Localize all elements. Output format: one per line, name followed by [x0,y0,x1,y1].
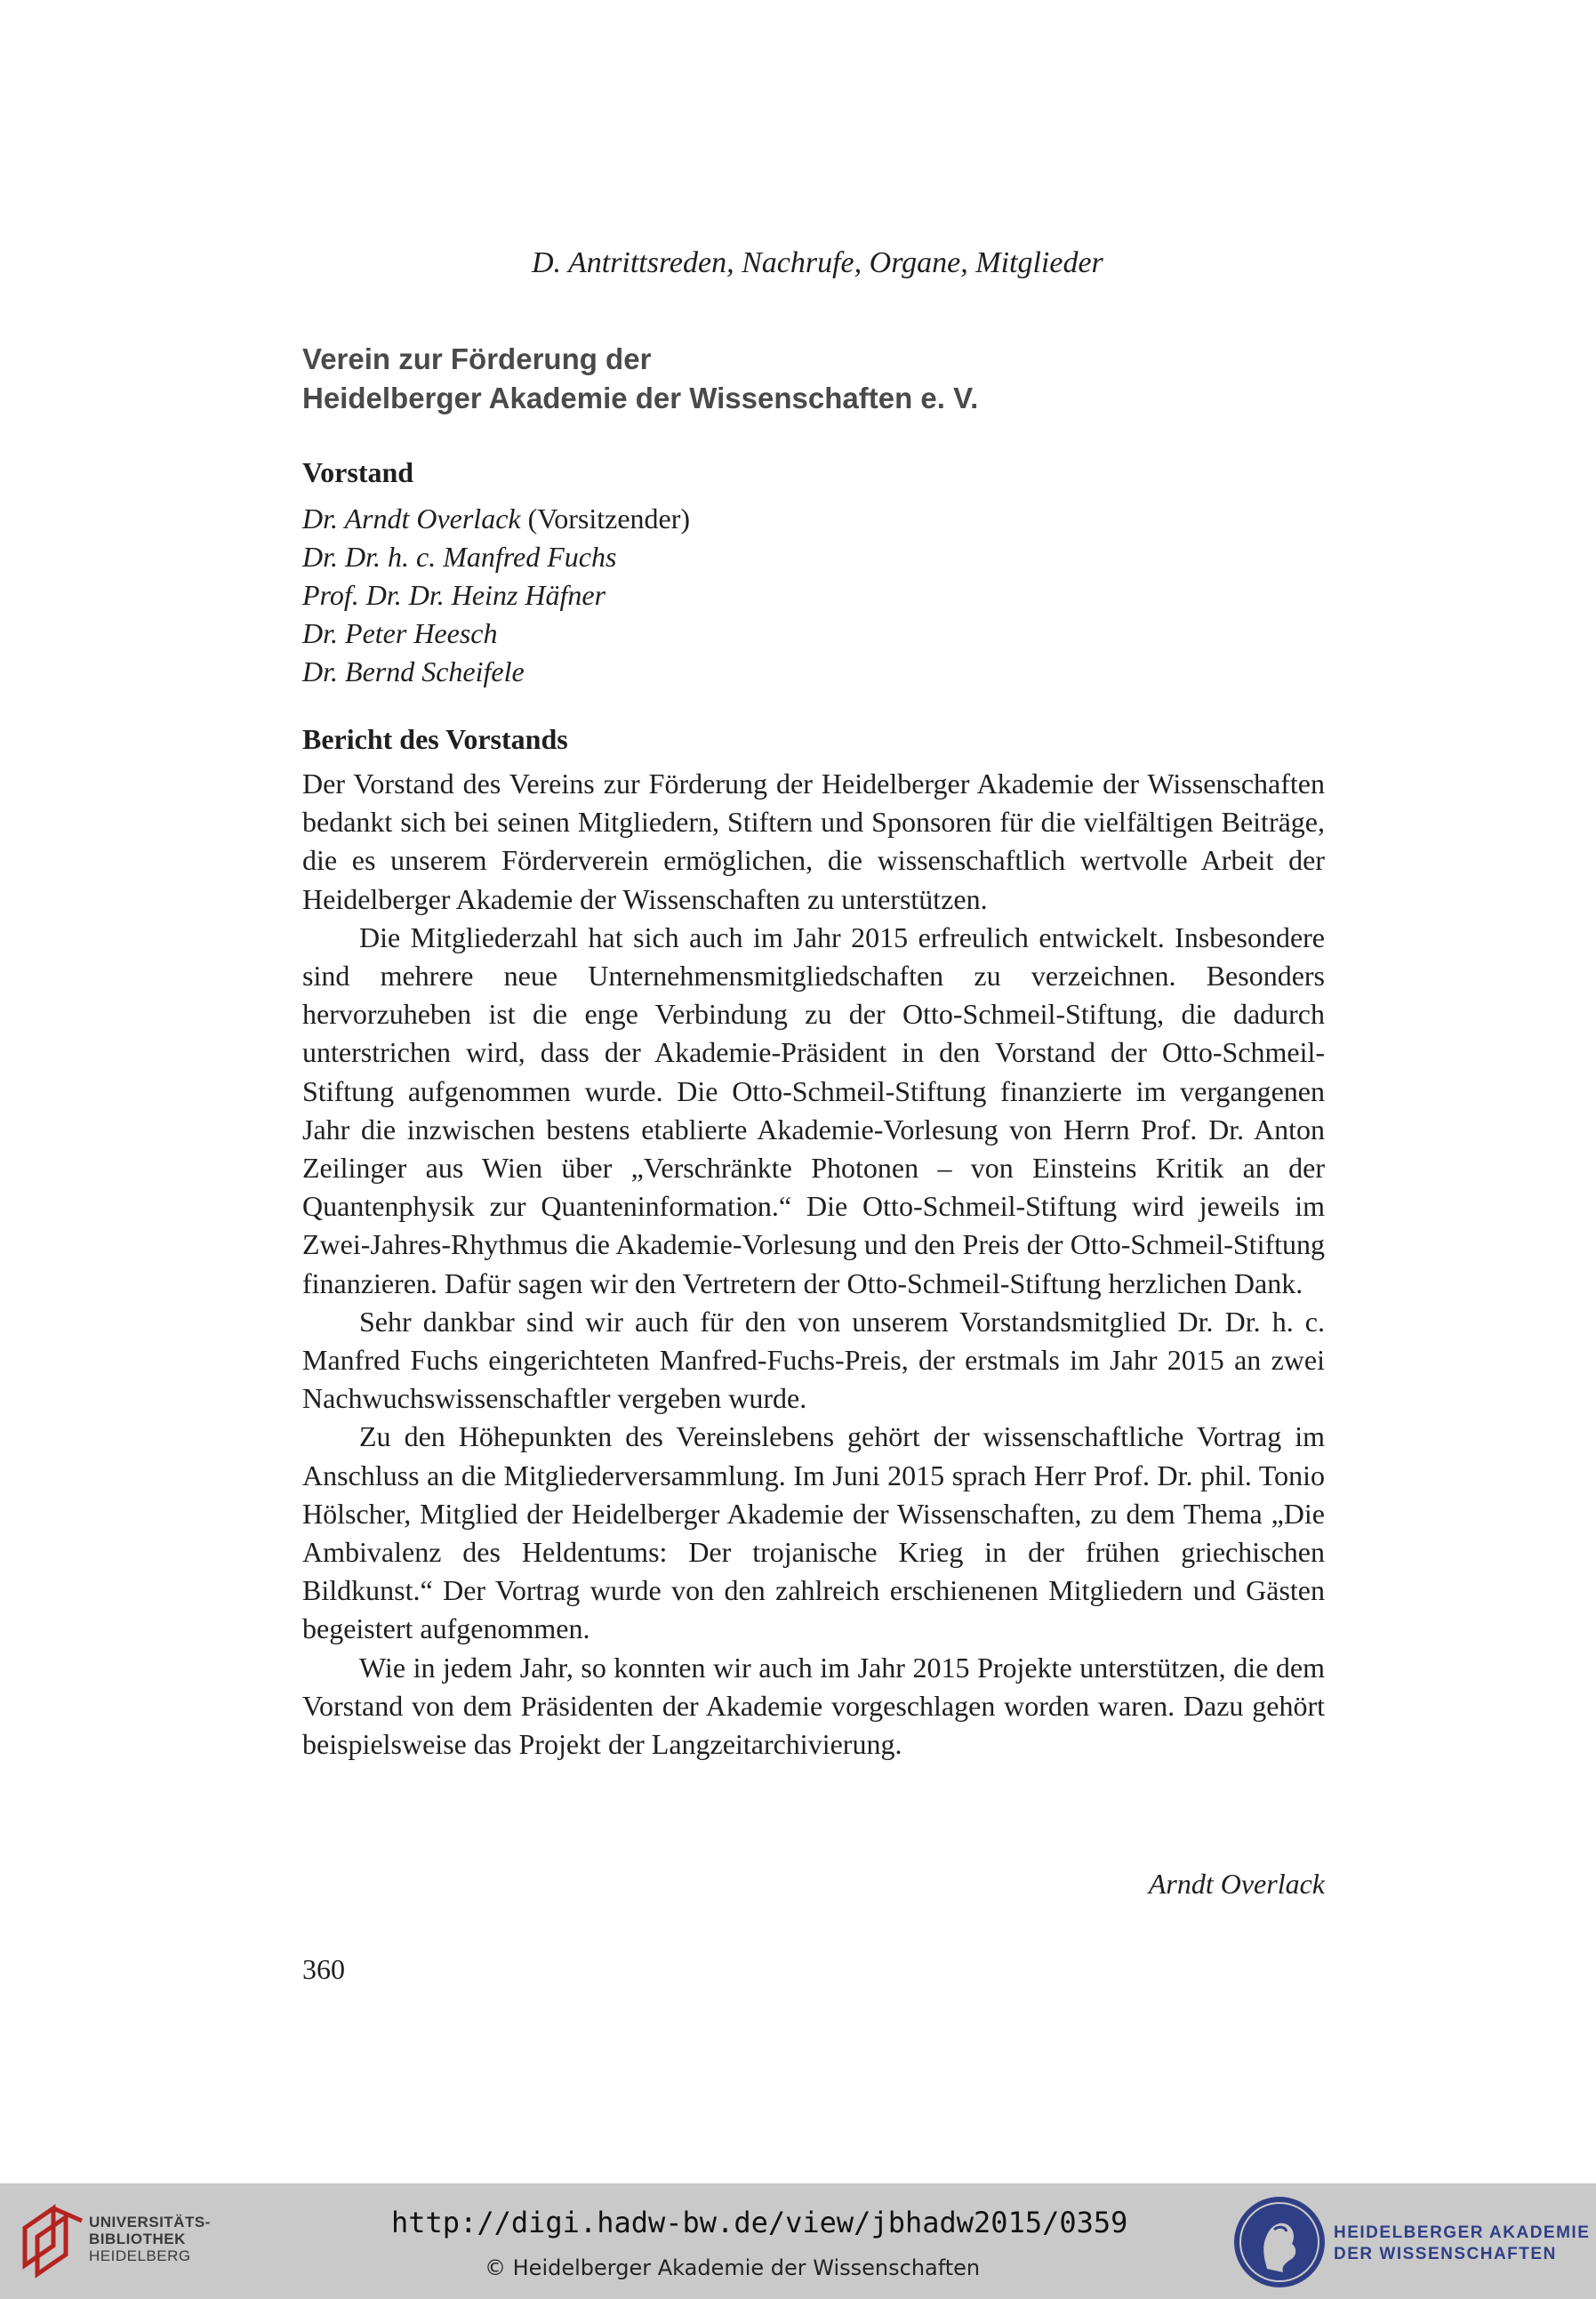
academy-name-line-1: HEIDELBERGER AKADEMIE [1334,2223,1591,2242]
member-name: Dr. Bernd Scheifele [302,655,525,687]
permalink-url[interactable]: http://digi.hadw-bw.de/view/jbhadw2015/0359 [391,2206,1128,2239]
section-title-line-2: Heidelberger Akademie der Wissenschaften e. V. [302,382,979,414]
member-name: Dr. Dr. h. c. Manfred Fuchs [302,541,617,573]
vorstand-heading: Vorstand [302,456,414,488]
report-paragraph: Sehr dankbar sind wir auch für den von unserem Vorstandsmitglied Dr. Dr. h. c. Manfred Fuchs eingerichteten Manfred-Fuchs-Preis, der erstmals im Jahr 2015 an zwei Nachwuchswissenschaftler vergeben wurde. [302,1305,1325,1415]
copyright-notice: © Heidelberger Akademie der Wissenschaften [485,2255,981,2280]
library-name-line-1: UNIVERSITÄTS- [89,2214,211,2231]
member-name: Prof. Dr. Dr. Heinz Häfner [302,579,606,611]
academy-name [1334,2223,1590,2265]
report-heading: Bericht des Vorstands [302,723,568,755]
library-name-line-3: HEIDELBERG [89,2247,191,2264]
report-body [302,765,1325,1764]
section-title [302,340,1325,418]
academy-name-line-2: DER WISSENSCHAFTEN [1334,2245,1557,2263]
report-paragraph: Der Vorstand des Vereins zur Förderung der Heidelberger Akademie der Wissenschaften bedankt sich bei seinen Mitgliedern, Stiftern und Sponsoren für die vielfältigen Beiträge, die es unserem Förderverein ermöglichen, die wissenschaftlich wertvolle Arbeit der Heidelberger Akademie der Wissenschaften zu unterstützen. [302,768,1325,915]
ub-heidelberg-logo-icon [18,2201,89,2281]
footer-bar [0,2183,1596,2299]
library-name [89,2214,211,2264]
member-name: Dr. Arndt Overlack [302,502,521,535]
report-paragraph: Die Mitgliederzahl hat sich auch im Jahr 2015 erfreulich entwickelt. Insbesondere sind mehrere neue Unternehmensmitgliedschaften zu verzeichnen. Besonders hervorzuheben ist die enge Verbindung zu der Otto-Schmeil-Stiftung, die dadurch unterstrichen wird, dass der Akademie-Präsident in den Vorstand der Otto-Schmeil-Stiftung aufgenommen wurde. Die Otto-Schmeil-Stiftung finanzierte im vergangenen Jahr die inzwischen bestens etablierte Akademie-Vorlesung von Herrn Prof. Dr. Anton Zeilinger aus Wien über „Verschränkte Photonen – von Einsteins Kritik an der Quantenphysik zur Quanteninformation.“ Die Otto-Schmeil-Stiftung wird jeweils im Zwei-Jahres-Rhythmus die Akademie-Vorlesung und den Preis der Otto-Schmeil-Stiftung finanzieren. Dafür sagen wir den Vertretern der Otto-Schmeil-Stiftung herzlichen Dank. [302,920,1325,1299]
board-member [302,576,690,615]
page-number: 360 [302,1953,345,1985]
board-member [302,538,690,576]
member-name: Dr. Peter Heesch [302,617,498,649]
hadw-seal-icon [1231,2194,1327,2290]
signature: Arndt Overlack [1148,1868,1325,1900]
report-paragraph: Zu den Höhepunkten des Vereinslebens gehört der wissenschaftliche Vortrag im Anschluss an die Mitgliederversammlung. Im Juni 2015 sprach Herr Prof. Dr. phil. Tonio Hölscher, Mitglied der Heidelberger Akademie der Wissenschaften, zu dem Thema „Die Ambivalenz des Heldentums: Der trojanische Krieg in der frühen griechischen Bildkunst.“ Der Vortrag wurde von den zahlreich erschienenen Mitgliedern und Gästen begeistert aufgenommen. [302,1420,1325,1645]
report-paragraph: Wie in jedem Jahr, so konnten wir auch im Jahr 2015 Projekte unterstützen, die dem Vorstand von dem Präsidenten der Akademie vorgeschlagen worden waren. Dazu gehört beispielsweise das Projekt der Langzeitarchivierung. [302,1651,1325,1761]
board-member [302,615,690,653]
board-member [302,500,690,538]
board-member [302,653,690,691]
member-role: (Vorsitzender) [520,502,691,535]
library-name-line-2: BIBLIOTHEK [89,2231,186,2247]
board-member-list [302,500,690,691]
section-title-line-1: Verein zur Förderung der [302,342,652,375]
running-head: D. Antrittsreden, Nachrufe, Organe, Mitglieder [532,246,1103,279]
